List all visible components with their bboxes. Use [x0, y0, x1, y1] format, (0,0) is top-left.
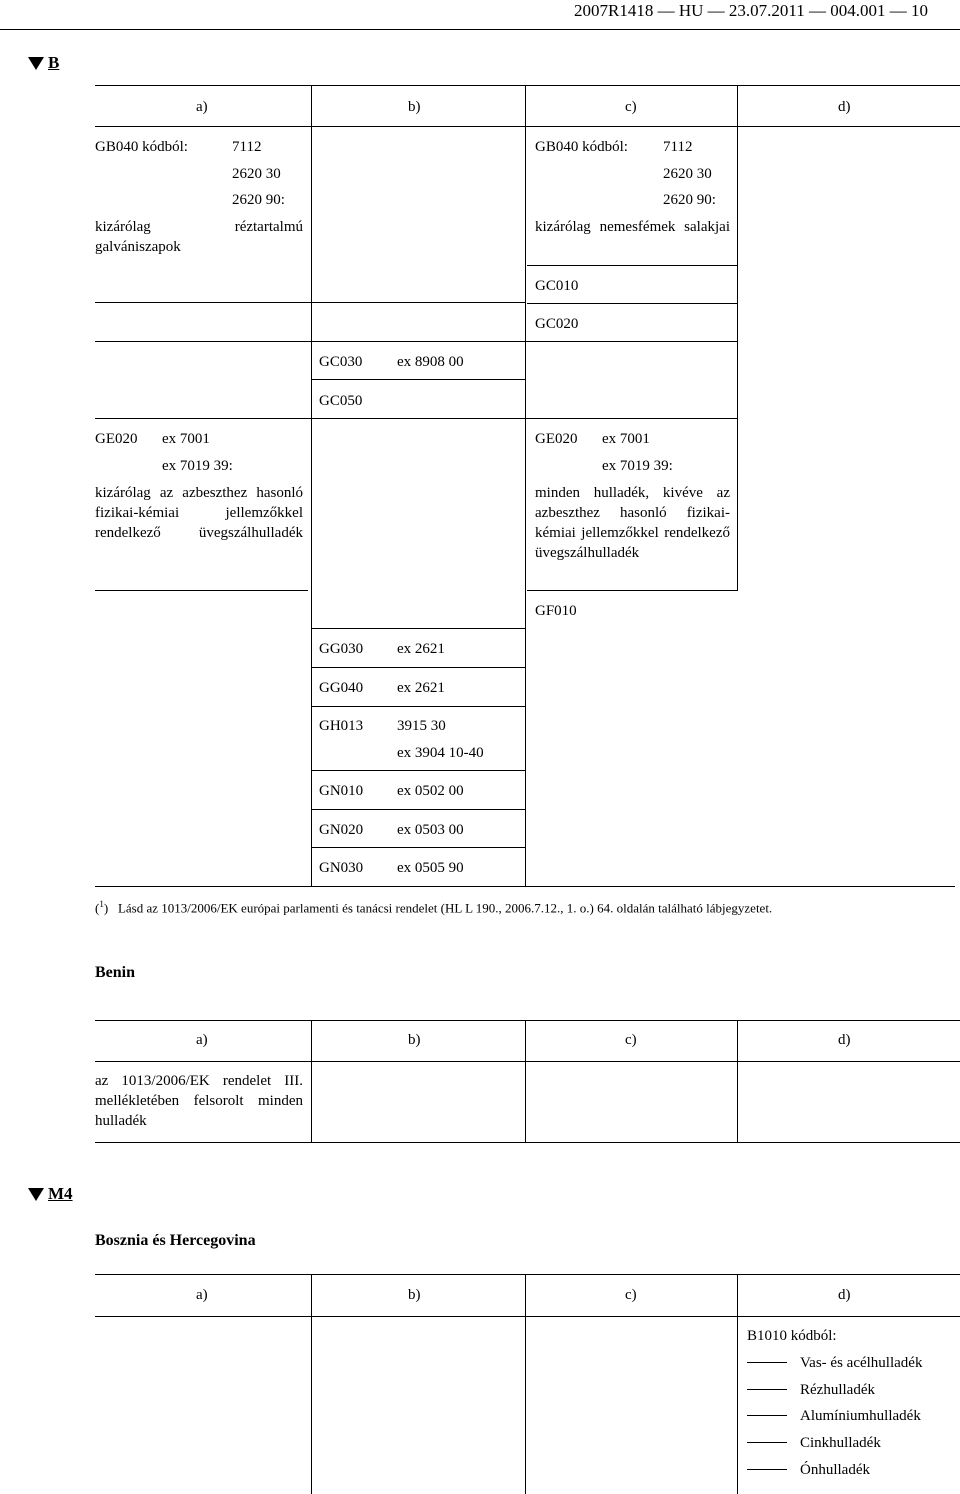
list-item-label: Alumíniumhulladék — [800, 1408, 921, 1424]
col-header-a: a) — [196, 99, 208, 115]
column-rule — [737, 86, 738, 591]
cell-value: ex 2621 — [397, 680, 445, 696]
col-header-d: d) — [838, 1287, 851, 1303]
amendment-marker-m4 — [28, 1184, 73, 1204]
col-header-b: b) — [408, 1287, 421, 1303]
cell-code: GG040 — [319, 680, 364, 696]
triangle-down-icon — [28, 1188, 44, 1201]
col-header-d: d) — [838, 99, 851, 115]
table-rule — [312, 628, 525, 629]
cell-value: 2620 30 — [232, 166, 281, 182]
cell-value: ex 7019 39: — [162, 458, 233, 474]
column-rule — [311, 1275, 312, 1494]
cell-value: 2620 90: — [232, 192, 285, 208]
table-rule — [95, 590, 308, 591]
cell-value: 3915 30 — [397, 718, 446, 734]
table-rule — [95, 1274, 960, 1275]
table-rule — [312, 379, 525, 380]
column-rule — [311, 86, 312, 886]
cell-value: 2620 90: — [663, 192, 716, 208]
cell-value: ex 7001 — [602, 431, 650, 447]
cell-value: ex 7001 — [162, 431, 210, 447]
cell-code: GC030 — [319, 354, 363, 370]
cell-value: 7112 — [663, 139, 693, 155]
cell-code: GG030 — [319, 641, 364, 657]
cell-code: GC010 — [535, 278, 579, 294]
dash-icon — [747, 1389, 787, 1390]
cell-code: GE020 — [95, 431, 138, 447]
cell-value: ex 0502 00 — [397, 783, 464, 799]
cell-value: ex 2621 — [397, 641, 445, 657]
cell-code: GE020 — [535, 431, 578, 447]
table-rule — [95, 85, 960, 86]
header-rule — [0, 29, 960, 30]
cell-code: GF010 — [535, 603, 577, 619]
cell-value: 7112 — [232, 139, 262, 155]
list-item — [747, 1433, 881, 1453]
amendment-marker-b — [28, 53, 59, 73]
col-header-c: c) — [625, 1032, 637, 1048]
table-rule — [95, 126, 960, 127]
cell-code: GB040 kódból: — [535, 139, 628, 155]
table-rule — [312, 706, 525, 707]
table-rule — [95, 1061, 960, 1062]
table-rule — [95, 1020, 960, 1021]
section-title-bih: Bosznia és Hercegovina — [95, 1232, 256, 1249]
col-header-d: d) — [838, 1032, 851, 1048]
table-rule — [95, 302, 525, 303]
table-rule — [95, 1316, 960, 1317]
table-rule — [312, 847, 525, 848]
cell-value: ex 7019 39: — [602, 458, 673, 474]
cell-description: kizárólag nemesfémek salakjai — [535, 219, 730, 235]
table-rule — [95, 418, 737, 419]
dash-icon — [747, 1469, 787, 1470]
cell-value: ex 0503 00 — [397, 822, 464, 838]
cell-description: kizárólag réztartalmú galvániszapok — [95, 219, 303, 255]
cell-code: GC050 — [319, 393, 363, 409]
cell-code: GH013 — [319, 718, 364, 734]
col-header-c: c) — [625, 99, 637, 115]
dash-icon — [747, 1362, 787, 1363]
footnote-marker: 1 — [99, 899, 104, 909]
table-rule — [527, 303, 737, 304]
list-item-label: Rézhulladék — [800, 1382, 875, 1398]
list-item — [747, 1353, 922, 1373]
cell-value: 2620 30 — [663, 166, 712, 182]
cell-value: ex 8908 00 — [397, 354, 464, 370]
cell-code: GN010 — [319, 783, 364, 799]
column-rule — [525, 1275, 526, 1494]
footnote-text: Lásd az 1013/2006/EK európai parlamenti és tanácsi rendelet (HL L 190., 2006.7.12., 1. o.) 64. oldalán található lábjegyzetet. — [117, 900, 773, 916]
cell-description: kizárólag az azbeszthez hasonló fizikai-kémiai jellemzőkkel rendelkező üvegszálhulladék — [95, 485, 303, 541]
column-rule — [311, 1021, 312, 1142]
list-item — [747, 1406, 921, 1426]
document-reference: 2007R1418 — HU — 23.07.2011 — 004.001 — 10 — [573, 1, 928, 20]
cell-value: ex 3904 10-40 — [397, 745, 484, 761]
column-rule — [525, 86, 526, 886]
marker-label-m4: M4 — [48, 1184, 73, 1203]
list-item-label: Vas- és acélhulladék — [800, 1355, 923, 1371]
cell-code: GN030 — [319, 860, 364, 876]
section-title-benin: Benin — [95, 964, 136, 981]
table-rule — [312, 809, 525, 810]
cell-code: B1010 kódból: — [747, 1328, 837, 1344]
dash-icon — [747, 1415, 787, 1416]
list-item — [747, 1460, 870, 1480]
list-item-label: Cinkhulladék — [800, 1435, 881, 1451]
cell-code: GN020 — [319, 822, 364, 838]
column-rule — [525, 1021, 526, 1142]
table-rule — [95, 341, 737, 342]
footnote-separator — [95, 886, 955, 887]
cell-code: GB040 kódból: — [95, 139, 188, 155]
footnote: ($^1$) Lásd az 1013/2006/EK európai parlamenti és tanácsi rendelet (HL L 190., 2006.7.12., 1. o.) 64. oldalán található lábjegyzetet. — [95, 899, 773, 916]
table-rule — [95, 1142, 960, 1143]
cell-code: GC020 — [535, 316, 579, 332]
col-header-b: b) — [408, 1032, 421, 1048]
table-rule — [527, 590, 737, 591]
document-header — [0, 0, 960, 30]
cell-description: az 1013/2006/EK rendelet III. mellékletében felsorolt minden hulladék — [95, 1073, 303, 1129]
list-item-label: Ónhulladék — [800, 1462, 870, 1478]
table-rule — [312, 770, 525, 771]
cell-value: ex 0505 90 — [397, 860, 464, 876]
triangle-down-icon — [28, 57, 44, 70]
column-rule — [737, 1275, 738, 1494]
cell-description: minden hulladék, kivéve az azbeszthez hasonló fizikai-kémiai jellemzőkkel rendelkező üvegszálhulladék — [535, 485, 730, 561]
list-item — [747, 1380, 875, 1400]
dash-icon — [747, 1442, 787, 1443]
marker-label-b: B — [48, 53, 60, 72]
table-rule — [312, 667, 525, 668]
column-rule — [737, 1021, 738, 1142]
table-rule — [527, 265, 737, 266]
col-header-c: c) — [625, 1287, 637, 1303]
col-header-a: a) — [196, 1032, 208, 1048]
col-header-b: b) — [408, 99, 421, 115]
col-header-a: a) — [196, 1287, 208, 1303]
